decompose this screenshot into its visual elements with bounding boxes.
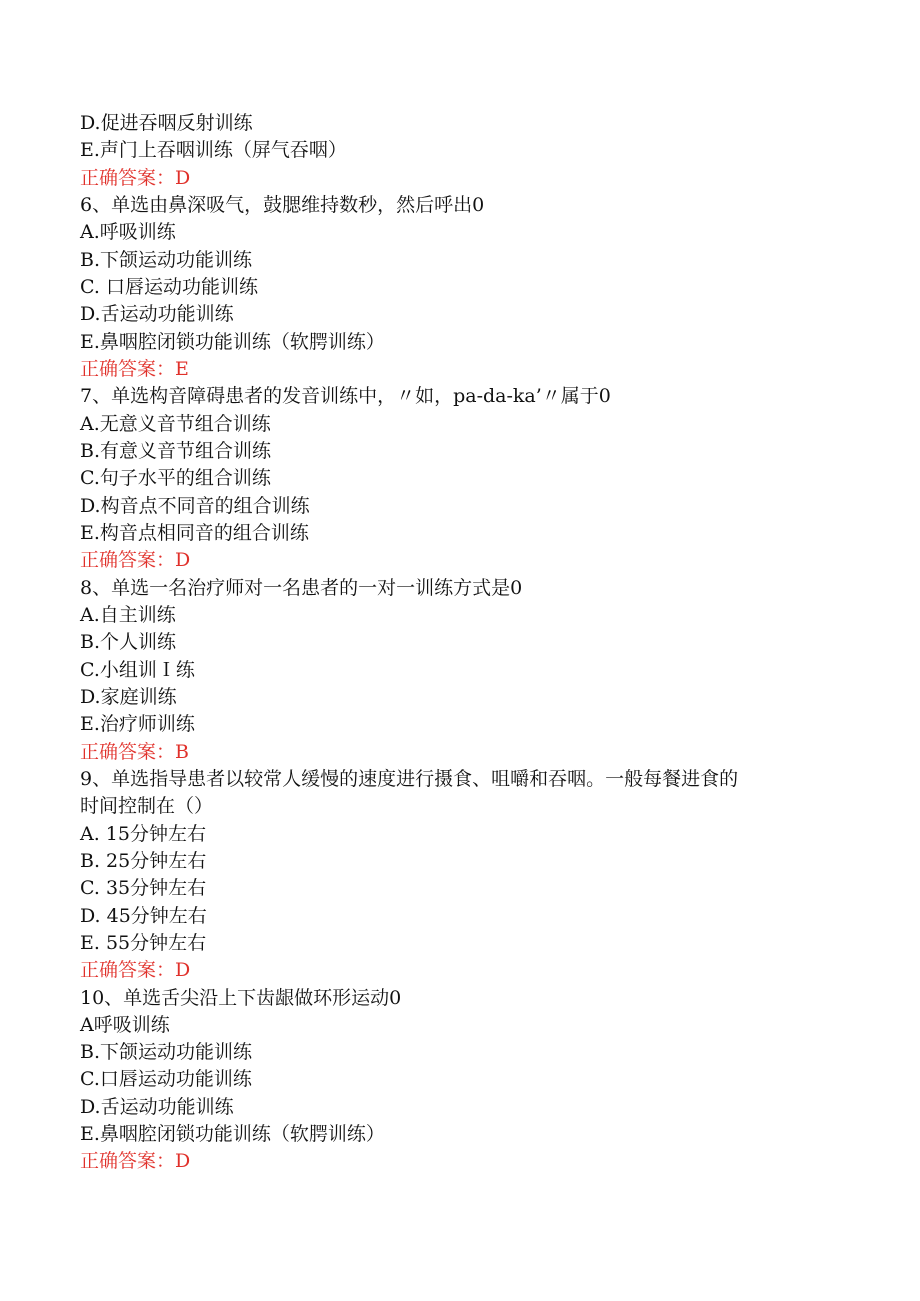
correct-answer: 正确答案：D	[80, 549, 191, 572]
option-text: D.家庭训练	[80, 685, 177, 708]
question-text: 时间控制在（）	[80, 795, 214, 818]
option-text: E.声门上吞咽训练（屏气吞咽）	[80, 139, 347, 162]
option-text: B.有意义音节组合训练	[80, 439, 272, 462]
correct-answer: 正确答案：B	[80, 740, 189, 763]
question-text: 7、单选构音障碍患者的发音训练中，〃如，pa-da-ka’〃属于0	[80, 385, 611, 408]
option-text: A呼吸训练	[80, 1013, 170, 1036]
option-text: E.治疗师训练	[80, 713, 195, 736]
option-text: E. 55分钟左右	[80, 931, 207, 954]
option-text: A. 15分钟左右	[80, 822, 206, 845]
correct-answer: 正确答案：D	[80, 959, 191, 982]
option-text: A.呼吸训练	[80, 221, 176, 244]
option-text: D.舌运动功能训练	[80, 303, 234, 326]
question-text: 10、单选舌尖沿上下齿龈做环形运动0	[80, 986, 402, 1009]
option-text: C. 口唇运动功能训练	[80, 275, 258, 298]
option-text: C. 35分钟左右	[80, 877, 207, 900]
correct-answer: 正确答案：D	[80, 1150, 191, 1173]
option-text: C.小组训Ｉ练	[80, 658, 195, 681]
option-text: A.无意义音节组合训练	[80, 412, 271, 435]
option-text: B. 25分钟左右	[80, 849, 207, 872]
option-text: B.个人训练	[80, 631, 177, 654]
correct-answer: 正确答案：D	[80, 166, 191, 189]
question-text: 9、单选指导患者以较常人缓慢的速度进行摄食、咀嚼和吞咽。一般每餐进食的	[80, 767, 739, 790]
option-text: C.口唇运动功能训练	[80, 1068, 252, 1091]
question-text: 8、单选一名治疗师对一名患者的一对一训练方式是0	[80, 576, 523, 599]
option-text: D.舌运动功能训练	[80, 1095, 234, 1118]
option-text: C.句子水平的组合训练	[80, 467, 271, 490]
question-text: 6、单选由鼻深吸气，鼓腮维持数秒，然后呼出0	[80, 193, 485, 216]
option-text: B.下颌运动功能训练	[80, 248, 253, 271]
option-text: E.构音点相同音的组合训练	[80, 521, 309, 544]
option-text: D.构音点不同音的组合训练	[80, 494, 310, 517]
option-text: A.自主训练	[80, 603, 176, 626]
document-body	[80, 110, 840, 1176]
correct-answer: 正确答案：E	[80, 357, 189, 380]
option-text: B.下颌运动功能训练	[80, 1041, 253, 1064]
option-text: E.鼻咽腔闭锁功能训练（软腭训练）	[80, 1123, 385, 1146]
option-text: E.鼻咽腔闭锁功能训练（软腭训练）	[80, 330, 385, 353]
option-text: D.促进吞咽反射训练	[80, 112, 253, 134]
option-text: D. 45分钟左右	[80, 904, 207, 927]
